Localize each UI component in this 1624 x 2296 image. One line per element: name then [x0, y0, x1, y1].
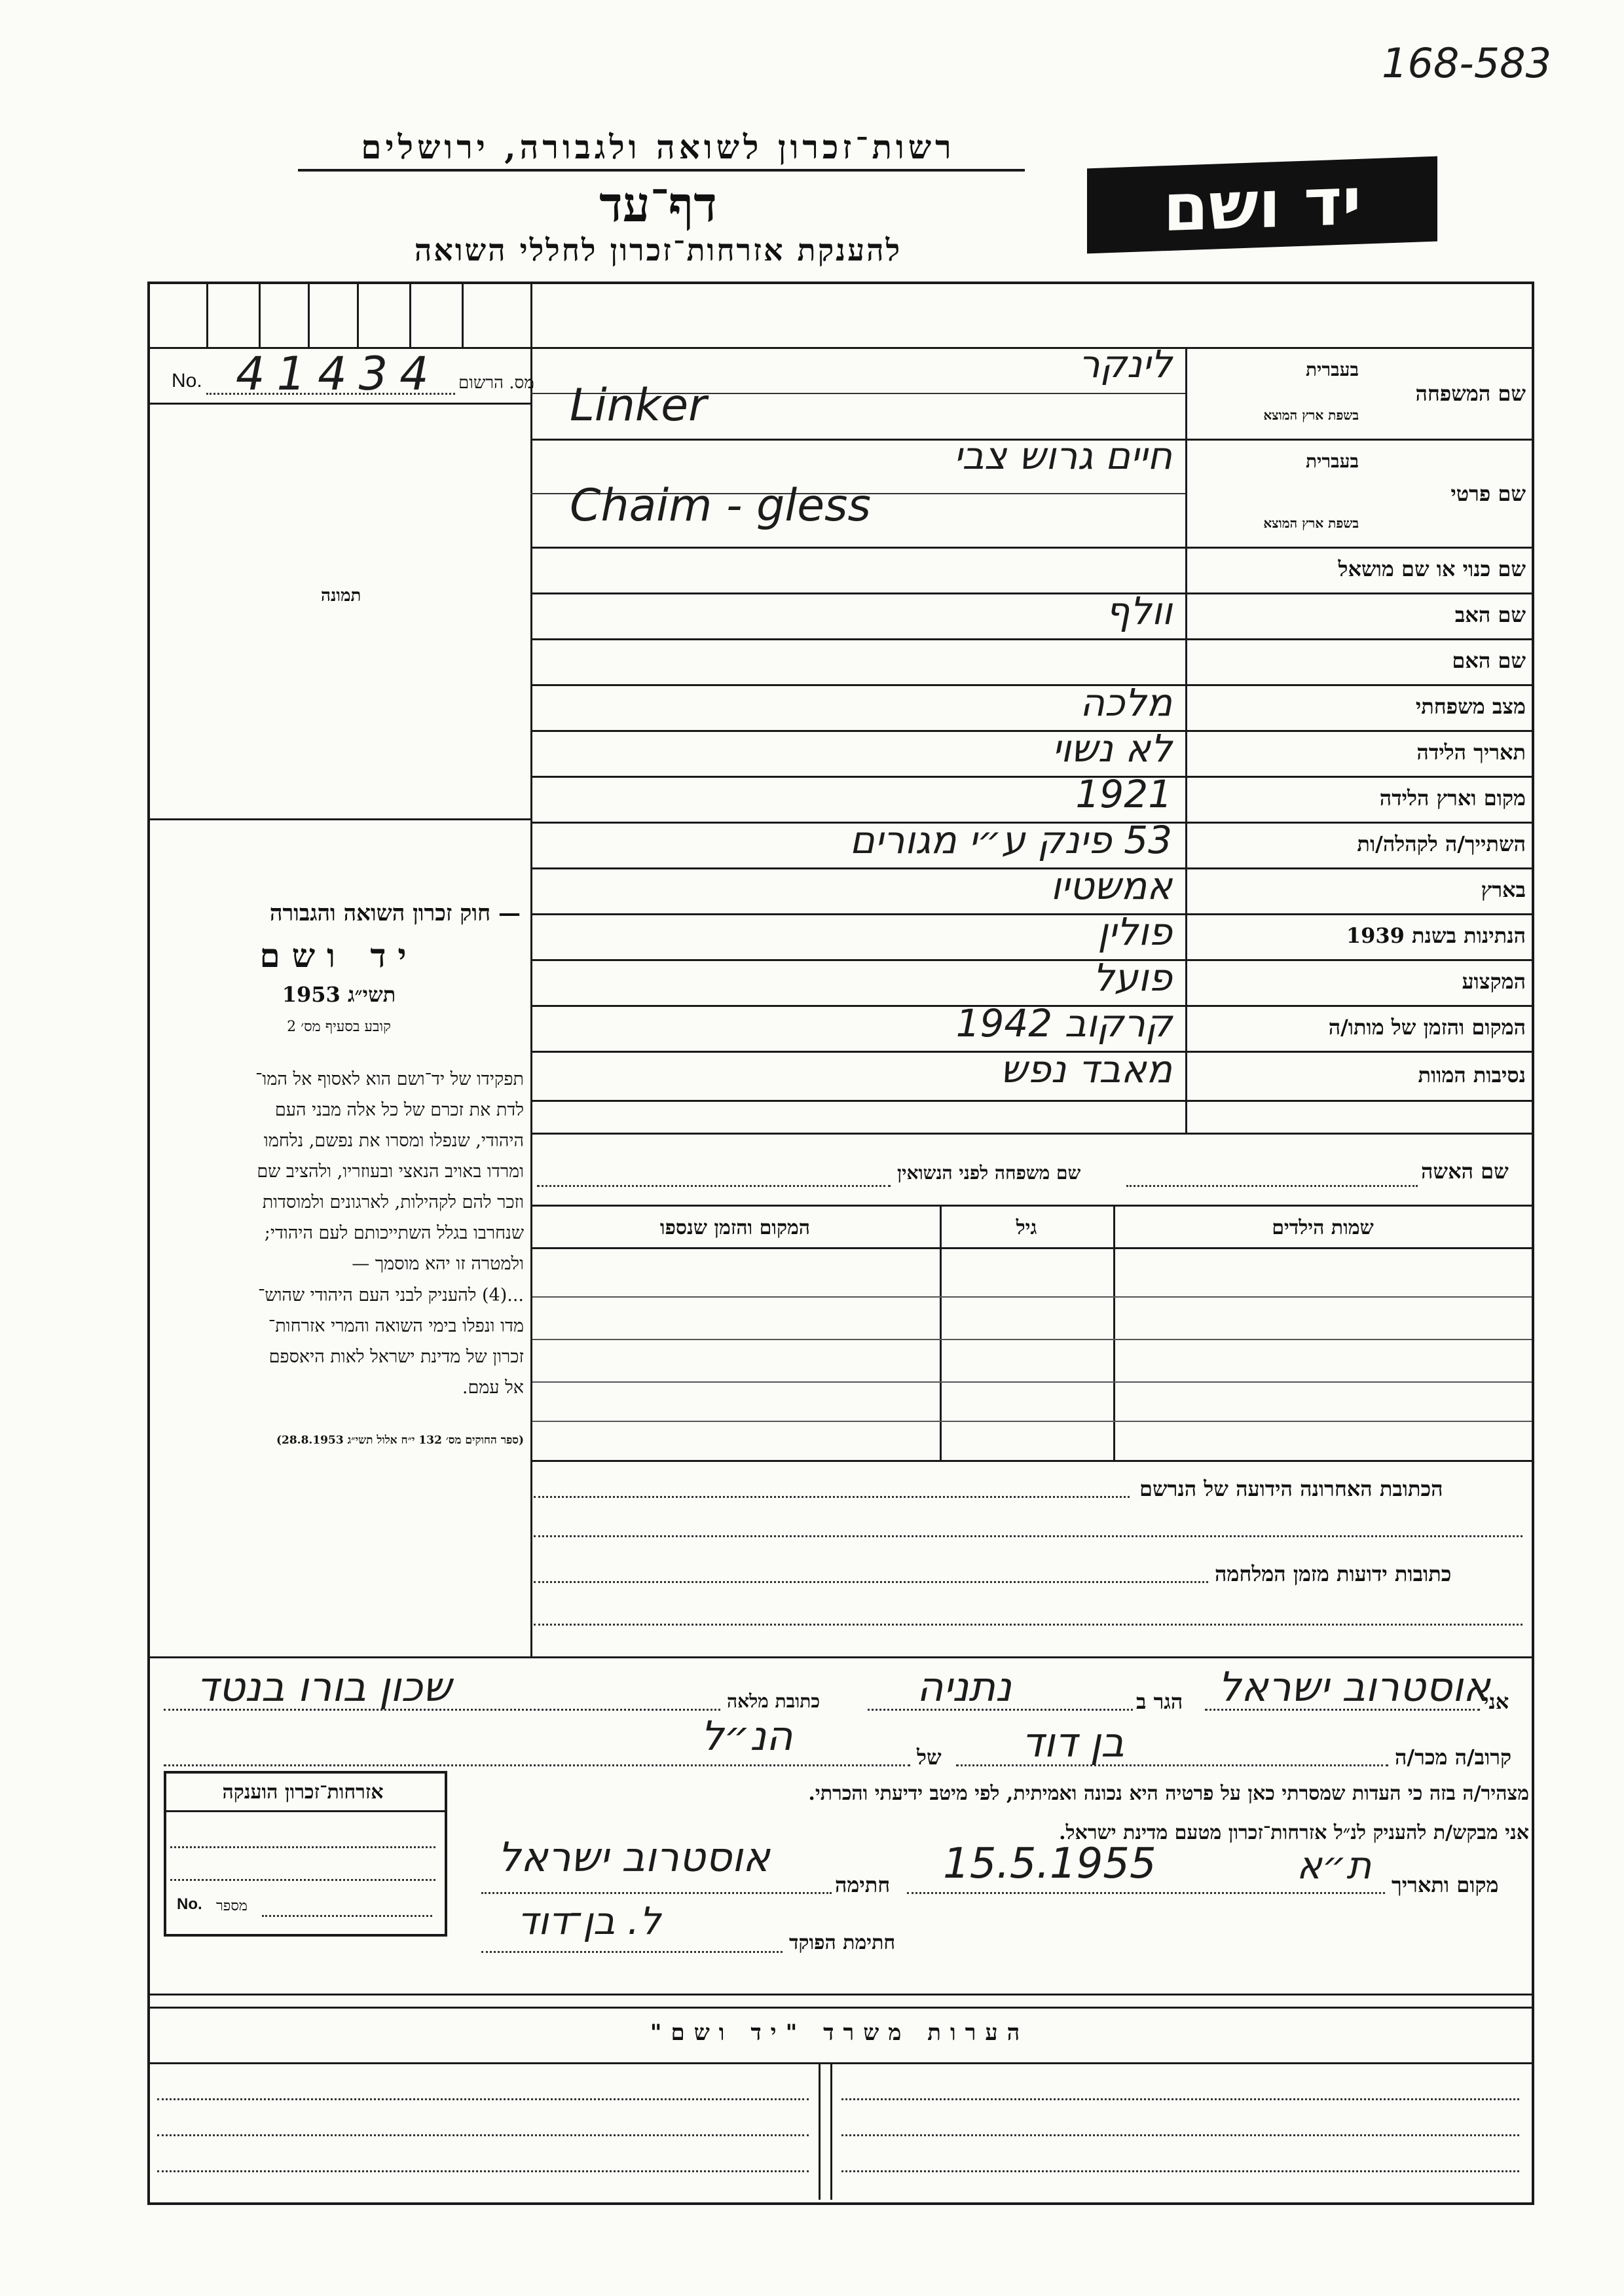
law-line: ולמטרה זו יהא מוסמך — [352, 1254, 524, 1274]
officer-signature-label: חתימת הפוקד [789, 1931, 896, 1954]
field-sublabel-origin: בשפת ארץ המוצא [1263, 407, 1359, 423]
decl-relative: קרוב/ה מכר/ה [1395, 1745, 1512, 1770]
field-value: חיים גרוש צבי [953, 433, 1172, 478]
decl-full-address: כתובת מלאה [727, 1690, 821, 1712]
citizenship-number-label: מספר [216, 1898, 248, 1914]
field-value: מאבד נפש [1000, 1047, 1172, 1091]
decl-place-date-label: מקום ותאריך [1392, 1872, 1499, 1897]
field-value: לינקר [1078, 342, 1172, 386]
field-label: מצב משפחתי [1415, 694, 1526, 719]
decl-request: אני מבקש/ת להעניק לנ״ל אזרחות־זכרון מטעם מדינת ישראל. [1059, 1821, 1529, 1844]
office-remarks-title: הערות משרד "יד ושם" [650, 2020, 1029, 2046]
registration-number: 41434 [236, 347, 441, 401]
field-label: בארץ [1481, 877, 1526, 902]
children-death-header: המקום והזמן שנספו [659, 1216, 811, 1239]
law-text-2 [157, 1280, 524, 1403]
war-addresses-label: כתובות ידועות מזמן המלחמה [1215, 1561, 1452, 1586]
decl-resides: הגר ב [1136, 1689, 1183, 1714]
field-value: קרקוב 1942 [955, 1001, 1172, 1046]
law-title: — חוק זכרון השואה והגבורה [269, 900, 521, 926]
field-value: 1921 [1075, 772, 1172, 816]
law-line: ...(4) להעניק לבני העם היהודי שהוש־ [258, 1285, 524, 1305]
field-value-latin: Linker [570, 380, 707, 431]
field-label: שם כנוי או שם מושאל [1338, 556, 1526, 581]
law-line: אל עמם. [462, 1377, 524, 1398]
field-label: המקצוע [1462, 969, 1526, 994]
decl-signature-label: חתימה [835, 1872, 891, 1897]
registration-no-label: No. [172, 370, 202, 392]
field-label: שם האם [1452, 648, 1526, 673]
children-age-header: גיל [1016, 1216, 1037, 1239]
field-sublabel-origin: בשפת ארץ המוצא [1263, 515, 1359, 531]
field-label: השתייך/ה לקהלה/ות [1357, 831, 1526, 856]
law-name: יד ושם [259, 936, 418, 975]
field-label: המקום והזמן של מותו/ה [1328, 1015, 1526, 1040]
field-label: שם פרטי [1450, 481, 1526, 506]
law-line: וזכר להם לקהילות, לארגונים ולמוסדות [262, 1192, 524, 1212]
form-title: דף־עד [599, 177, 717, 233]
organization-name: רשות־זכרון לשואה ולגבורה, ירושלים [361, 128, 955, 166]
decl-of: של [917, 1745, 942, 1770]
last-address-label: הכתובת האחרונה הידועה של הנרשם [1139, 1476, 1443, 1501]
declarant-signature: אוסטרוב ישראל [498, 1833, 770, 1881]
archive-number: 168-583 [1382, 39, 1552, 87]
law-line: היהודי, שנפלו ומסרו את נפשם, נלחמו [263, 1131, 524, 1151]
law-year: תשי״ג 1953 [282, 982, 396, 1007]
declaration-place: ת״א [1297, 1843, 1372, 1887]
field-value: פולין [1098, 909, 1172, 954]
field-value: 53 פינק ע״י מגורים [849, 818, 1172, 862]
field-label: שם המשפחה [1415, 381, 1526, 406]
field-value: פועל [1092, 955, 1172, 1000]
law-line: מדו ונפלו בימי השואה והמרי אזרחות־ [268, 1316, 524, 1336]
declaration-date: 15.5.1955 [943, 1840, 1156, 1888]
law-line: זכרון של מדינת ישראל לאות היאספם [268, 1347, 524, 1367]
law-line: ומרדו באויב הנאצי ובעוזריו, ולהציב שם [257, 1161, 524, 1182]
yad-vashem-logo: יד ושם [1087, 156, 1437, 254]
officer-signature: ל. בן־דוד [517, 1899, 661, 1943]
decl-statement: מצהיר/ה בזה כי העדות שמסרתי כאן על פרטיה היא נכונה ואמיתית, לפי מיטב ידיעתי והכרתי. [808, 1782, 1529, 1805]
law-text-1 [157, 1064, 524, 1279]
field-label: נסיבות המוות [1418, 1063, 1526, 1087]
decl-ani: אני [1483, 1689, 1509, 1714]
law-line: שנחרבו בגלל השתייכותם לעם היהודי; [264, 1223, 524, 1243]
field-value: מלכה [1080, 680, 1172, 725]
law-reference: (ספר החוקים מס׳ 132 י״ח אלול תשי״ג 28.8.1953) [276, 1434, 524, 1447]
field-label: תאריך הלידה [1416, 740, 1526, 765]
deceased-ref: הנ״ל [701, 1712, 793, 1760]
declarant-name: אוסטרוב ישראל [1218, 1663, 1490, 1711]
wife-label: שם האשה [1421, 1159, 1509, 1184]
children-names-header: שמות הילדים [1272, 1216, 1374, 1239]
field-sublabel-hebrew: בעברית [1305, 359, 1359, 380]
field-label: הנתינות בשנת 1939 [1346, 923, 1526, 948]
field-value: לא נשוי [1052, 726, 1172, 771]
declarant-relation: בן דוד [1022, 1719, 1125, 1766]
field-sublabel-hebrew: בעברית [1305, 450, 1359, 472]
field-label: מקום וארץ הלידה [1379, 786, 1526, 811]
field-value: אמשטיו [1050, 864, 1172, 908]
law-clause: קובע בסעיף מס׳ 2 [287, 1019, 391, 1035]
field-value-latin: Chaim - gless [570, 480, 871, 532]
field-value: וולף [1105, 589, 1172, 633]
photo-label: תמונה [321, 586, 361, 606]
field-label: שם האב [1454, 602, 1526, 627]
registration-label: מס. הרשום [458, 373, 534, 393]
citizenship-no-label: No. [177, 1895, 202, 1913]
declarant-address: שכון בורו בנטד [196, 1663, 452, 1711]
citizenship-title: אזרחות־זכרון הוענקה [222, 1781, 384, 1804]
declarant-city: נתניה [917, 1663, 1012, 1711]
form-subtitle: להענקת אזרחות־זכרון לחללי השואה [414, 232, 902, 268]
wife-maiden-label: שם משפחה לפני הנשואין [897, 1162, 1081, 1184]
law-line: לדת את זכרם של כל אלה מבני העם [274, 1100, 524, 1120]
law-line: תפקידו של יד־ושם הוא לאסוף אל המו־ [255, 1069, 524, 1089]
